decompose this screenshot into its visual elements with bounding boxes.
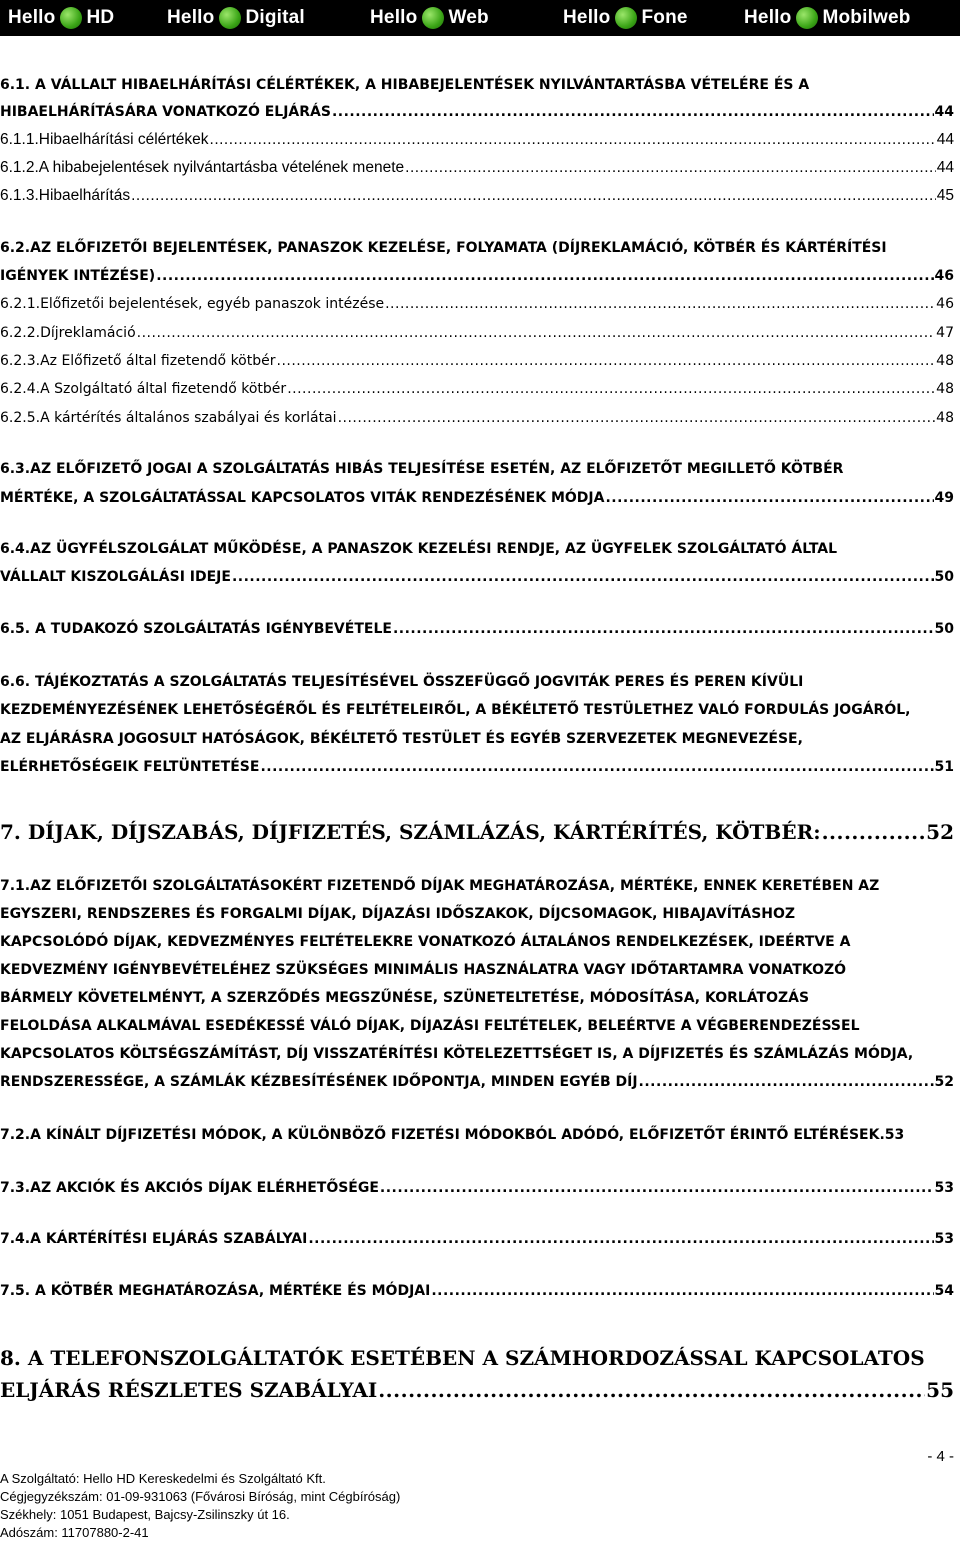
green-dot-icon bbox=[422, 7, 444, 29]
dot-leader bbox=[378, 1378, 925, 1402]
footer-address: Székhely: 1051 Budapest, Bajcsy-Zsilinszky út 16. bbox=[0, 1507, 290, 1522]
toc-page-number: 45 bbox=[936, 187, 954, 204]
toc-entry-title: 6.1.2.A hibabejelentések nyilvántartásba vételének menete bbox=[0, 159, 405, 176]
toc-entry-title: 7.4.A KÁRTÉRÍTÉSI ELJÁRÁS SZABÁLYAI bbox=[0, 1231, 308, 1247]
green-dot-icon bbox=[796, 7, 818, 29]
toc-page-number: 44 bbox=[936, 131, 954, 148]
toc-7-2[interactable] bbox=[0, 1127, 904, 1143]
toc-6-1[interactable] bbox=[0, 104, 954, 120]
toc-6-2-5[interactable] bbox=[0, 410, 954, 426]
page-number: - 4 - bbox=[927, 1448, 954, 1465]
toc-7-1-line1[interactable]: 7.1.AZ ELŐFIZETŐI SZOLGÁLTATÁSOKÉRT FIZETENDŐ DÍJAK MEGHATÁROZÁSA, MÉRTÉKE, ENNEK KERETÉBEN AZ bbox=[0, 878, 880, 894]
toc-entry-title: VÁLLALT KISZOLGÁLÁSI IDEJE bbox=[0, 569, 231, 585]
toc-entry-title: 6.5. A TUDAKOZÓ SZOLGÁLTATÁS IGÉNYBEVÉTELE bbox=[0, 621, 392, 637]
dot-leader bbox=[639, 1074, 934, 1090]
brand-suffix: Digital bbox=[245, 7, 305, 28]
toc-entry-title: ELÉRHETŐSÉGEIK FELTÜNTETÉSE bbox=[0, 759, 260, 775]
brand-hello-mobilweb bbox=[744, 7, 911, 29]
toc-7-5[interactable] bbox=[0, 1283, 954, 1299]
toc-page-number: 53 bbox=[934, 1180, 954, 1196]
footer bbox=[0, 1470, 400, 1542]
toc-page-number: 52 bbox=[926, 820, 954, 844]
brand-hello-web bbox=[370, 7, 489, 29]
toc-page-number: 48 bbox=[936, 410, 954, 426]
toc-8-line1[interactable]: 8. A TELEFONSZOLGÁLTATÓK ESETÉBEN A SZÁMHORDOZÁSSAL KAPCSOLATOS bbox=[0, 1346, 925, 1370]
footer-company: A Szolgáltató: Hello HD Kereskedelmi és Szolgáltató Kft. bbox=[0, 1471, 326, 1486]
toc-7-1-line6[interactable]: FELOLDÁSA ALKALMÁVAL ESEDÉKESSÉ VÁLÓ DÍJAK, DÍJAZÁSI FELTÉTELEK, BELEÉRTVE A VÉGBERENDEZÉSSEL bbox=[0, 1018, 860, 1034]
dot-leader bbox=[393, 621, 934, 637]
toc-7-1[interactable] bbox=[0, 1074, 954, 1090]
toc-page-number: 52 bbox=[934, 1074, 954, 1090]
dot-leader bbox=[605, 490, 933, 506]
toc-8[interactable] bbox=[0, 1378, 954, 1402]
toc-6-4-line1[interactable]: 6.4.AZ ÜGYFÉLSZOLGÁLAT MŰKÖDÉSE, A PANASZOK KEZELÉSI RENDJE, AZ ÜGYFELEK SZOLGÁLTATÓ ÁLTAL bbox=[0, 541, 838, 557]
dot-leader bbox=[137, 325, 936, 341]
dot-leader bbox=[405, 159, 936, 177]
toc-entry-title: MÉRTÉKE, A SZOLGÁLTATÁSSAL KAPCSOLATOS VITÁK RENDEZÉSÉNEK MÓDJA bbox=[0, 490, 605, 506]
toc-6-6-line2[interactable]: KEZDEMÉNYEZÉSÉNEK LEHETŐSÉGÉRŐL ÉS FELTÉTELEIRŐL, A BÉKÉLTETŐ TESTÜLETHEZ VALÓ FORDULÁS JOGÁRÓL, bbox=[0, 702, 911, 718]
toc-7-3[interactable] bbox=[0, 1180, 954, 1196]
toc-entry-title: 7.2.A KÍNÁLT DÍJFIZETÉSI MÓDOK, A KÜLÖNBÖZŐ FIZETÉSI MÓDOKBÓL ADÓDÓ, ELŐFIZETŐT ÉRINTŐ ELTÉRÉSEK. bbox=[0, 1127, 885, 1143]
toc-6-3[interactable] bbox=[0, 490, 954, 506]
toc-page-number: 55 bbox=[926, 1378, 954, 1402]
brand-hello-fone bbox=[563, 7, 688, 29]
toc-page-number: 46 bbox=[936, 296, 954, 312]
brand-hello-digital bbox=[167, 7, 305, 29]
dot-leader bbox=[822, 820, 926, 844]
toc-6-1-line1[interactable]: 6.1. A VÁLLALT HIBAELHÁRÍTÁSI CÉLÉRTÉKEK, A HIBABEJELENTÉSEK NYILVÁNTARTÁSBA VÉTELÉRE ÉS A bbox=[0, 77, 810, 93]
toc-page-number: 49 bbox=[934, 490, 954, 506]
toc-7-1-line5[interactable]: BÁRMELY KÖVETELMÉNYT, A SZERZŐDÉS MEGSZŰNÉSE, SZÜNETELTETÉSE, MÓDOSÍTÁSA, KORLÁTOZÁS bbox=[0, 990, 810, 1006]
toc-page-number: 50 bbox=[934, 621, 954, 637]
brand-suffix: Mobilweb bbox=[822, 7, 911, 28]
dot-leader bbox=[287, 381, 935, 397]
toc-6-4[interactable] bbox=[0, 569, 954, 585]
dot-leader bbox=[210, 131, 936, 149]
toc-entry-title: 6.2.2.Díjreklamáció bbox=[0, 325, 136, 341]
toc-entry-title: RENDSZERESSÉGE, A SZÁMLÁK KÉZBESÍTÉSÉNEK IDŐPONTJA, MINDEN EGYÉB DÍJ bbox=[0, 1074, 638, 1090]
footer-registration: Cégjegyzékszám: 01-09-931063 (Fővárosi Bíróság, mint Cégbíróság) bbox=[0, 1489, 401, 1504]
toc-6-2-line1[interactable]: 6.2.AZ ELŐFIZETŐI BEJELENTÉSEK, PANASZOK KEZELÉSE, FOLYAMATA (DÍJREKLAMÁCIÓ, KÖTBÉR ÉS KÁRTÉRÍTÉSI bbox=[0, 240, 887, 256]
toc-6-2[interactable] bbox=[0, 268, 954, 284]
toc-entry-title: 6.1.3.Hibaelhárítás bbox=[0, 187, 131, 204]
toc-entry-title: 6.2.5.A kártérítés általános szabályai és korlátai bbox=[0, 410, 337, 426]
toc-6-5[interactable] bbox=[0, 621, 954, 637]
toc-6-2-4[interactable] bbox=[0, 381, 954, 397]
toc-entry-title: 6.1.1.Hibaelhárítási célértékek bbox=[0, 131, 209, 148]
toc-entry-title: HIBAELHÁRÍTÁSÁRA VONATKOZÓ ELJÁRÁS bbox=[0, 104, 331, 120]
brand-prefix: Hello bbox=[370, 7, 418, 28]
dot-leader bbox=[232, 569, 934, 585]
dot-leader bbox=[385, 296, 935, 312]
toc-page-number: 44 bbox=[934, 104, 954, 120]
toc-6-2-1[interactable] bbox=[0, 296, 954, 312]
brand-suffix: Web bbox=[448, 7, 489, 28]
toc-page-number: 48 bbox=[936, 381, 954, 397]
toc-page-number: 54 bbox=[934, 1283, 954, 1299]
dot-leader bbox=[338, 410, 936, 426]
toc-page-number: 53 bbox=[884, 1127, 905, 1143]
toc-7-4[interactable] bbox=[0, 1231, 954, 1247]
toc-page-number: 48 bbox=[936, 353, 954, 369]
toc-6-6[interactable] bbox=[0, 759, 954, 775]
toc-7-1-line7[interactable]: KAPCSOLATOS KÖLTSÉGSZÁMÍTÁST, DÍJ VISSZATÉRÍTÉSI KÖTELEZETTSÉGET IS, A DÍJFIZETÉS ÉS SZÁMLÁZÁS MÓDJA, bbox=[0, 1046, 914, 1062]
toc-page-number: 46 bbox=[934, 268, 954, 284]
toc-page-number: 47 bbox=[936, 325, 954, 341]
toc-6-2-2[interactable] bbox=[0, 325, 954, 341]
dot-leader bbox=[260, 759, 933, 775]
brand-prefix: Hello bbox=[167, 7, 215, 28]
brand-prefix: Hello bbox=[8, 7, 56, 28]
toc-page-number: 51 bbox=[934, 759, 954, 775]
dot-leader bbox=[380, 1180, 934, 1196]
toc-6-1-2[interactable] bbox=[0, 159, 954, 177]
dot-leader bbox=[277, 353, 936, 369]
brand-prefix: Hello bbox=[744, 7, 792, 28]
toc-page-number: 44 bbox=[936, 159, 954, 176]
toc-entry-title: 7. DÍJAK, DÍJSZABÁS, DÍJFIZETÉS, SZÁMLÁZÁS, KÁRTÉRÍTÉS, KÖTBÉR: bbox=[0, 820, 821, 844]
dot-leader bbox=[156, 268, 933, 284]
toc-page-number: 53 bbox=[934, 1231, 954, 1247]
toc-entry-title: 6.2.3.Az Előfizető által fizetendő kötbér bbox=[0, 353, 276, 369]
brand-header bbox=[0, 0, 960, 36]
toc-6-3-line1[interactable]: 6.3.AZ ELŐFIZETŐ JOGAI A SZOLGÁLTATÁS HIBÁS TELJESÍTÉSE ESETÉN, AZ ELŐFIZETŐT MEGILLETŐ KÖTBÉR bbox=[0, 461, 844, 477]
dot-leader bbox=[332, 104, 934, 120]
toc-6-2-3[interactable] bbox=[0, 353, 954, 369]
toc-entry-title: ELJÁRÁS RÉSZLETES SZABÁLYAI bbox=[0, 1378, 378, 1402]
toc-entry-title: 7.5. A KÖTBÉR MEGHATÁROZÁSA, MÉRTÉKE ÉS MÓDJAI bbox=[0, 1283, 431, 1299]
brand-suffix: HD bbox=[86, 7, 115, 28]
toc-6-6-line1[interactable]: 6.6. TÁJÉKOZTATÁS A SZOLGÁLTATÁS TELJESÍTÉSÉVEL ÖSSZEFÜGGŐ JOGVITÁK PERES ÉS PEREN KÍVÜLI bbox=[0, 674, 804, 690]
green-dot-icon bbox=[60, 7, 82, 29]
brand-prefix: Hello bbox=[563, 7, 611, 28]
toc-entry-title: 7.3.AZ AKCIÓK ÉS AKCIÓS DÍJAK ELÉRHETŐSÉGE bbox=[0, 1180, 379, 1196]
toc-entry-title: IGÉNYEK INTÉZÉSE) bbox=[0, 268, 156, 284]
dot-leader bbox=[308, 1231, 933, 1247]
brand-suffix: Fone bbox=[641, 7, 688, 28]
green-dot-icon bbox=[615, 7, 637, 29]
dot-leader bbox=[131, 187, 936, 205]
toc-6-1-1[interactable] bbox=[0, 131, 954, 149]
toc-7-1-line4[interactable]: KEDVEZMÉNY IGÉNYBEVÉTELÉHEZ SZÜKSÉGES MINIMÁLIS HASZNÁLATRA VAGY IDŐTARTAMRA VONATKOZÓ bbox=[0, 962, 847, 978]
toc-page-number: 50 bbox=[934, 569, 954, 585]
toc-entry-title: 6.2.4.A Szolgáltató által fizetendő kötbér bbox=[0, 381, 287, 397]
toc-6-1-3[interactable] bbox=[0, 187, 954, 205]
toc-entry-title: 6.2.1.Előfizetői bejelentések, egyéb panaszok intézése bbox=[0, 296, 385, 312]
dot-leader bbox=[431, 1283, 933, 1299]
toc-6-6-line3[interactable]: AZ ELJÁRÁSRA JOGOSULT HATÓSÁGOK, BÉKÉLTETŐ TESTÜLET ÉS EGYÉB SZERVEZETEK MEGNEVEZÉSE, bbox=[0, 731, 803, 747]
brand-hello-hd bbox=[8, 7, 114, 29]
toc-7[interactable] bbox=[0, 820, 954, 844]
toc-7-1-line2[interactable]: EGYSZERI, RENDSZERES ÉS FORGALMI DÍJAK, DÍJAZÁSI IDŐSZAKOK, DÍJCSOMAGOK, HIBAJAVÍTÁSHOZ bbox=[0, 906, 796, 922]
green-dot-icon bbox=[219, 7, 241, 29]
footer-tax-number: Adószám: 11707880-2-41 bbox=[0, 1525, 149, 1540]
toc-7-1-line3[interactable]: KAPCSOLÓDÓ DÍJAK, KEDVEZMÉNYES FELTÉTELEKRE VONATKOZÓ ÁLTALÁNOS RENDELKEZÉSEK, IDEÉRTVE A bbox=[0, 934, 851, 950]
